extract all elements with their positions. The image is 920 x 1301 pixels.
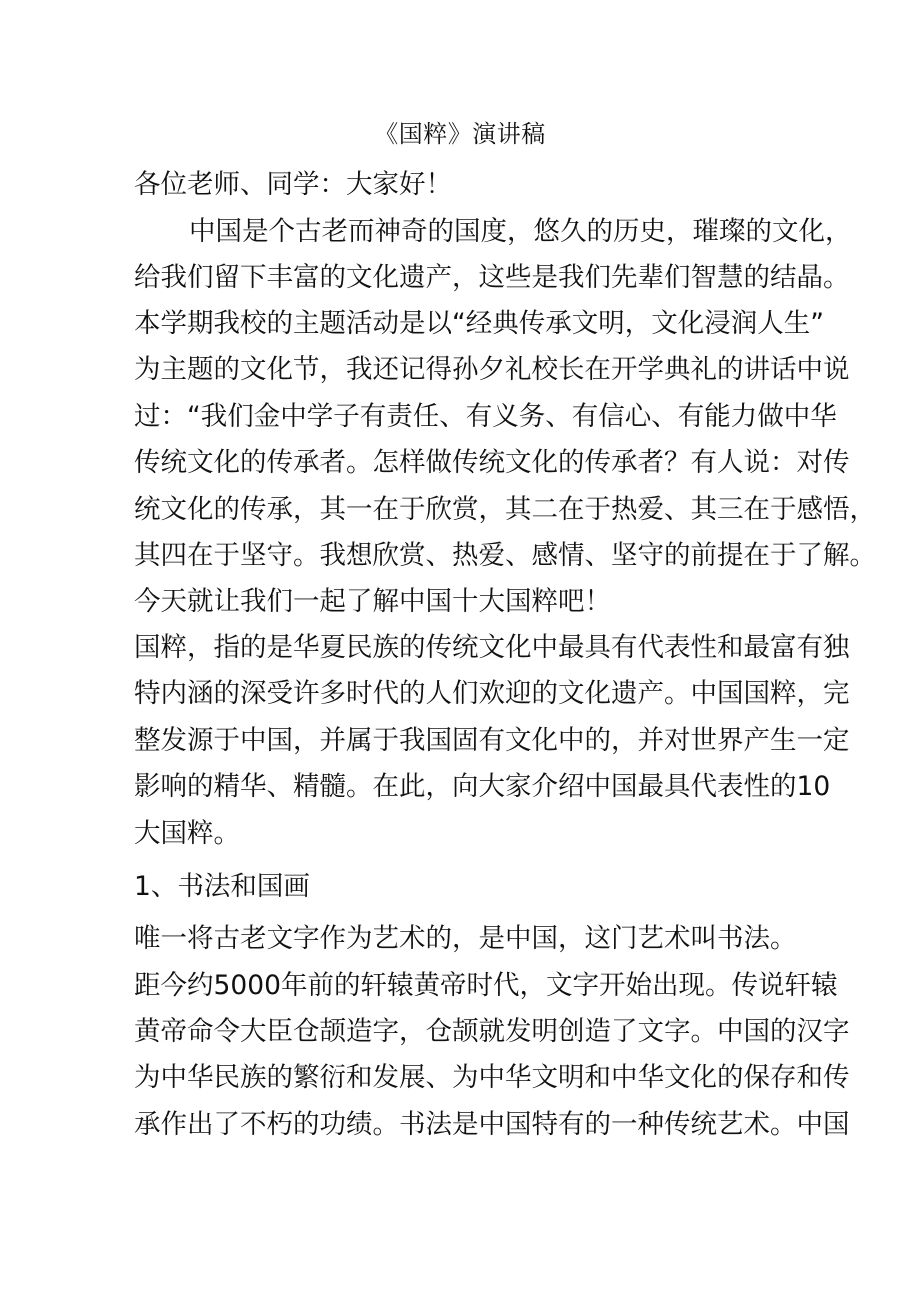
body-text-line: 为主题的文化节，我还记得孙夕礼校长在开学典礼的讲话中说 xyxy=(134,354,850,385)
body-text-line: 距今约5000年前的轩辕黄帝时代，文字开始出现。传说轩辕 xyxy=(134,970,838,1001)
body-text-line: 为中华民族的繁衍和发展、为中华文明和中华文化的保存和传 xyxy=(134,1062,850,1093)
body-text-line: 大国粹。 xyxy=(134,818,240,849)
body-text-line: 过：“我们金中学子有责任、有义务、有信心、有能力做中华 xyxy=(134,401,837,432)
body-text-line: 整发源于中国，并属于我国固有文化中的，并对世界产生一定 xyxy=(134,725,850,756)
body-text-line: 本学期我校的主题活动是以“经典传承文明，文化浸润人生” xyxy=(134,308,824,339)
body-text-line: 特内涵的深受许多时代的人们欢迎的文化遗产。中国国粹，完 xyxy=(134,678,850,709)
body-text-line: 承作出了不朽的功绩。书法是中国特有的一种传统艺术。中国 xyxy=(134,1109,850,1140)
greeting-line: 各位老师、同学：大家好！ xyxy=(134,169,452,200)
body-text-line: 今天就让我们一起了解中国十大国粹吧！ xyxy=(134,586,611,617)
body-text-line: 其四在于坚守。我想欣赏、热爱、感情、坚守的前提在于了解。 xyxy=(134,540,876,571)
section-heading: 1、书法和国画 xyxy=(134,871,310,902)
document-title: 《国粹》演讲稿 xyxy=(374,120,546,148)
body-text-line: 唯一将古老文字作为艺术的，是中国，这门艺术叫书法。 xyxy=(134,923,797,954)
body-text-line: 国粹，指的是华夏民族的传统文化中最具有代表性和最富有独 xyxy=(134,632,850,663)
body-text-line: 黄帝命令大臣仓颉造字，仓颉就发明创造了文字。中国的汉字 xyxy=(134,1016,850,1047)
body-text-line: 中国是个古老而神奇的国度，悠久的历史，璀璨的文化， xyxy=(189,216,852,247)
body-text-line: 统文化的传承，其一在于欣赏，其二在于热爱、其三在于感悟， xyxy=(134,494,876,525)
body-text-line: 传统文化的传承者。怎样做传统文化的传承者？有人说：对传 xyxy=(134,447,850,478)
body-text-line: 影响的精华、精髓。在此，向大家介绍中国最具代表性的10 xyxy=(134,771,831,802)
body-text-line: 给我们留下丰富的文化遗产，这些是我们先辈们智慧的结晶。 xyxy=(134,262,850,293)
